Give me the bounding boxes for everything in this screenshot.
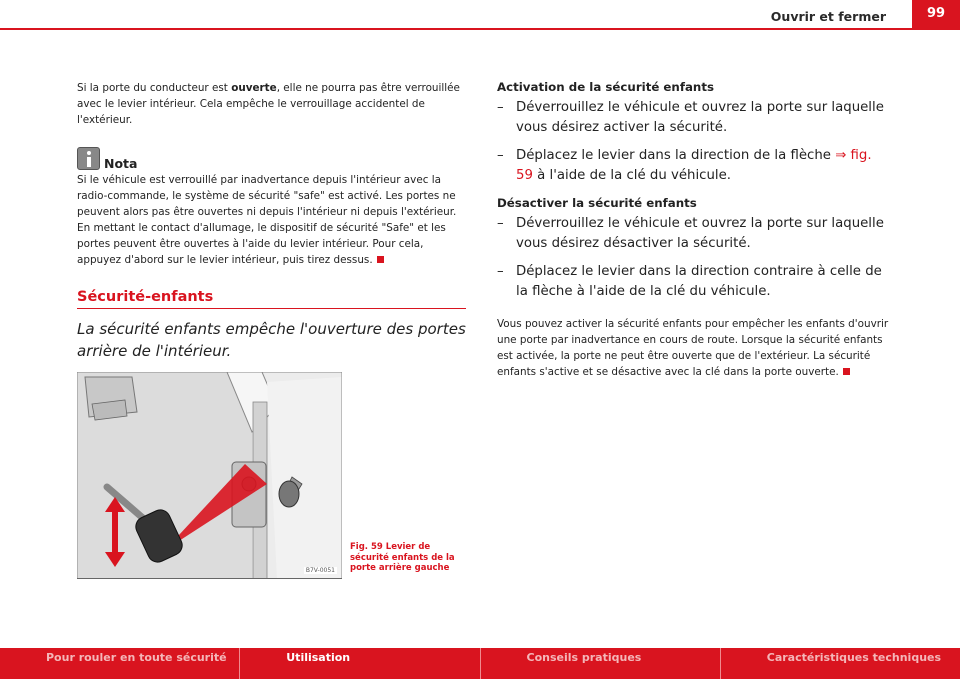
chapter-title: Ouvrir et fermer bbox=[770, 9, 886, 24]
right-column bbox=[497, 80, 892, 380]
deactivation-step-1: – Déverrouillez le véhicule et ouvrez la porte sur laquelle vous désirez désactiver la sécurité. bbox=[497, 216, 884, 251]
child-lock-paragraph: Vous pouvez activer la sécurité enfants pour empêcher les enfants d'ouvrir une porte par inadvertance en cours de route. Lorsque la sécurité enfants est activée, la porte ne peut être ouverte que de l'extérieur. La sécurité enfants s'active et se désactive avec la clé dans la porte ouverte. bbox=[497, 318, 889, 378]
door-illustration bbox=[77, 372, 342, 579]
footer-tab-tips[interactable]: Conseils pratiques bbox=[481, 648, 721, 679]
nota-heading bbox=[77, 147, 466, 170]
footer-nav bbox=[0, 648, 960, 679]
footer-tab-usage[interactable]: Utilisation bbox=[240, 648, 480, 679]
section-intro: La sécurité enfants empêche l'ouverture des portes arrière de l'intérieur. bbox=[77, 320, 466, 360]
footer-tab-technical[interactable]: Caractéristiques techniques bbox=[721, 648, 960, 679]
figure-link[interactable]: ⇒ fig. 59 bbox=[516, 148, 872, 183]
door-lock-paragraph: Si la porte du conducteur est ouverte, elle ne pourra pas être verrouillée avec le levier intérieur. Cela empêche le verrouillage accidentel de l'extérieur. bbox=[77, 82, 460, 126]
activation-step-2: – Déplacez le levier dans la direction de la flèche ⇒ fig. 59 à l'aide de la clé du véhicule. bbox=[497, 148, 872, 183]
activation-heading: Activation de la sécurité enfants bbox=[497, 80, 714, 94]
left-column bbox=[77, 80, 466, 268]
deactivation-step-2: – Déplacez le levier dans la direction contraire à celle de la flèche à l'aide de la clé du véhicule. bbox=[497, 264, 882, 299]
header-rule bbox=[0, 28, 960, 30]
nota-text: Si le véhicule est verrouillé par inadvertance depuis l'intérieur avec la radio-commande, le système de sécurité "safe" est activé. Les portes ne peuvent alors pas être ouvertes ni depuis l'intérieur ni depuis l'extérieur. En mettant le contact d'allumage, le dispositif de sécurité "Safe" et les portes peuvent être ouvertes à l'aide du levier intérieur. Pour cela, appuyez d'abord sur le levier intérieur, puis tirez dessus. bbox=[77, 174, 457, 266]
nota-title: Nota bbox=[104, 156, 138, 171]
figure-code: B7V-0051 bbox=[305, 567, 335, 574]
section-title: Sécurité-enfants bbox=[77, 289, 214, 305]
figure-child-lock bbox=[77, 372, 342, 579]
bold-word: ouverte bbox=[231, 82, 277, 94]
end-of-section-mark bbox=[843, 368, 850, 375]
figure-caption: Fig. 59 Levier de sécurité enfants de la porte arrière gauche bbox=[350, 542, 455, 573]
page-number: 99 bbox=[912, 0, 960, 28]
footer-tab-safety[interactable]: Pour rouler en toute sécurité bbox=[0, 648, 240, 679]
section-rule bbox=[77, 308, 466, 309]
info-icon bbox=[77, 147, 100, 170]
end-of-section-mark bbox=[377, 256, 384, 263]
deactivation-heading: Désactiver la sécurité enfants bbox=[497, 196, 697, 210]
activation-step-1: – Déverrouillez le véhicule et ouvrez la porte sur laquelle vous désirez activer la sécurité. bbox=[497, 100, 884, 135]
